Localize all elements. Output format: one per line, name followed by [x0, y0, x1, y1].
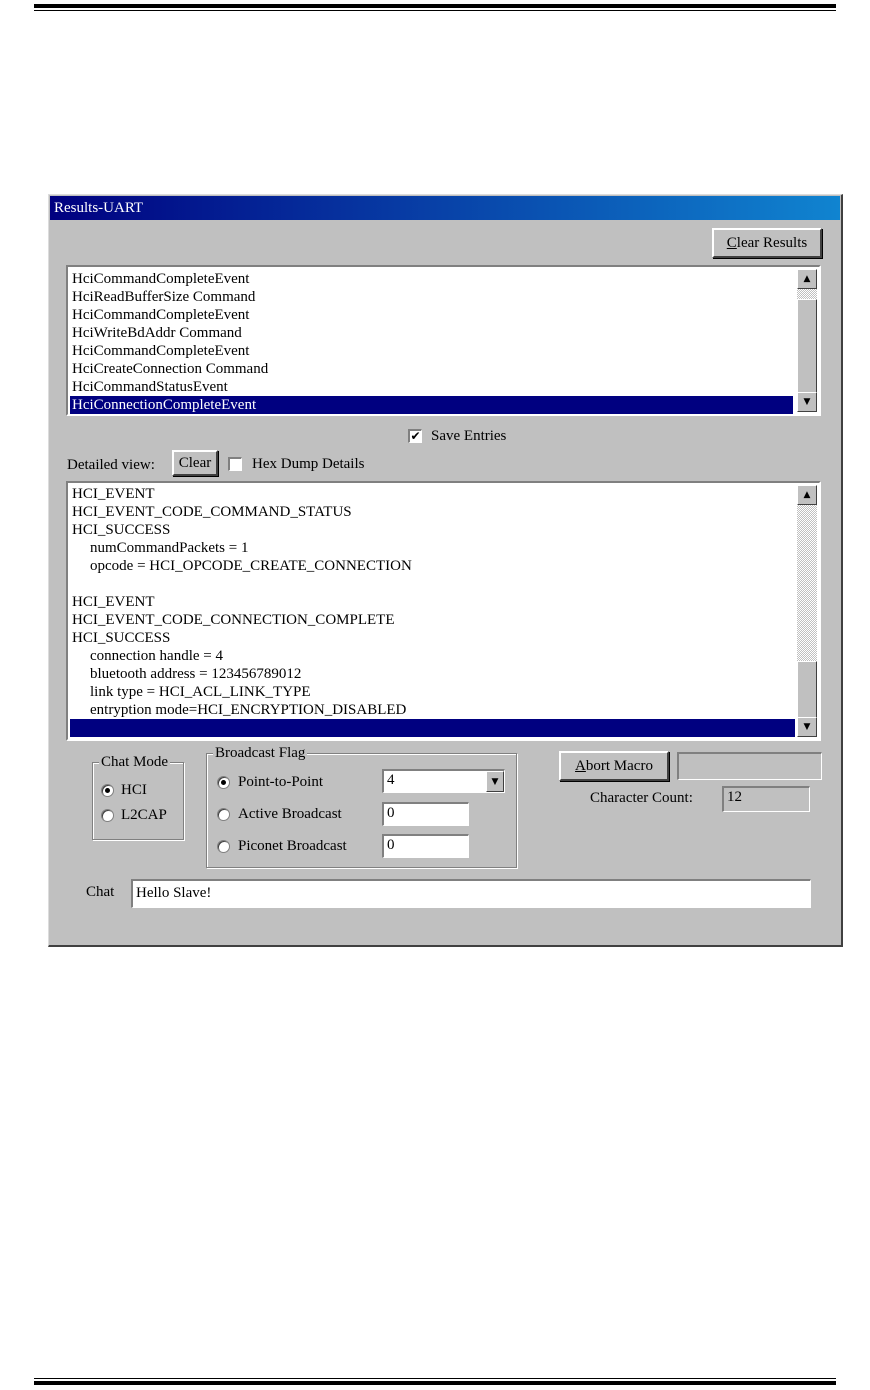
- character-count-label: Character Count:: [590, 790, 693, 806]
- list-item[interactable]: HciCommandCompleteEvent: [72, 343, 250, 359]
- bottom-rule-thick: [34, 1381, 836, 1385]
- window-title: Results-UART: [54, 200, 144, 216]
- scroll-down-icon[interactable]: ▼: [797, 392, 817, 412]
- save-entries-label: Save Entries: [431, 428, 507, 444]
- abort-macro-accel: A: [575, 757, 586, 774]
- list-item[interactable]: HciCreateConnection Command: [72, 361, 269, 377]
- bottom-rule-thin: [34, 1378, 836, 1379]
- list-item[interactable]: HciCommandCompleteEvent: [72, 307, 250, 323]
- window-titlebar[interactable]: [50, 196, 840, 220]
- list-item[interactable]: HciCommandStatusEvent: [72, 379, 228, 395]
- detailed-view-text[interactable]: [66, 481, 821, 741]
- detail-line: opcode = HCI_OPCODE_CREATE_CONNECTION: [90, 558, 412, 574]
- character-count-value: 12: [722, 786, 810, 812]
- abort-macro-status: [677, 752, 822, 780]
- chat-mode-hci-radio[interactable]: [101, 784, 114, 797]
- detail-line: HCI_EVENT: [72, 594, 155, 610]
- detail-line: bluetooth address = 123456789012: [90, 666, 302, 682]
- detail-clear-label: Clear: [178, 454, 212, 471]
- scroll-thumb[interactable]: [797, 299, 817, 396]
- piconet-broadcast-label: Piconet Broadcast: [238, 838, 347, 854]
- scroll-down-icon[interactable]: ▼: [797, 717, 817, 737]
- chat-mode-group: [92, 754, 184, 840]
- active-broadcast-radio[interactable]: [217, 808, 230, 821]
- hex-dump-label: Hex Dump Details: [252, 456, 365, 472]
- active-broadcast-label: Active Broadcast: [238, 806, 342, 822]
- clear-results-label: lear Results: [736, 234, 808, 251]
- clear-results-button[interactable]: [712, 228, 822, 258]
- chat-input[interactable]: Hello Slave!: [131, 879, 811, 908]
- detail-line: [70, 575, 72, 593]
- top-rule-thin: [34, 10, 836, 11]
- abort-macro-button[interactable]: [559, 751, 669, 781]
- detail-line: connection handle = 4: [90, 648, 224, 664]
- detail-line: entryption mode=HCI_ENCRYPTION_DISABLED: [90, 702, 407, 718]
- chat-label: Chat: [86, 884, 115, 900]
- detail-line: HCI_EVENT_CODE_COMMAND_STATUS: [72, 504, 352, 520]
- detail-line: HCI_SUCCESS: [72, 522, 171, 538]
- combo-down-icon[interactable]: ▼: [486, 771, 504, 792]
- list-item-selected[interactable]: HciConnectionCompleteEvent: [70, 396, 793, 414]
- piconet-broadcast-radio[interactable]: [217, 840, 230, 853]
- broadcast-flag-title: Broadcast Flag: [215, 745, 306, 761]
- clear-results-accel: C: [726, 234, 737, 251]
- detail-scrollbar[interactable]: [797, 485, 817, 737]
- detail-line: HCI_SUCCESS: [72, 630, 171, 646]
- chat-mode-title: Chat Mode: [101, 754, 169, 770]
- chat-mode-l2cap-label: L2CAP: [121, 807, 167, 823]
- results-uart-window: [48, 194, 843, 947]
- abort-macro-label: bort Macro: [585, 757, 653, 774]
- results-list[interactable]: [66, 265, 821, 416]
- scroll-up-icon[interactable]: ▲: [797, 485, 817, 505]
- piconet-broadcast-input[interactable]: 0: [382, 834, 469, 858]
- detail-line: HCI_EVENT: [72, 486, 155, 502]
- detailed-view-label: Detailed view:: [67, 457, 155, 473]
- scroll-thumb[interactable]: [797, 661, 817, 719]
- hex-dump-checkbox[interactable]: [228, 457, 242, 471]
- radio-dot: [105, 788, 110, 793]
- list-item[interactable]: HciReadBufferSize Command: [72, 289, 256, 305]
- save-entries-checkbox[interactable]: ✔: [408, 429, 422, 443]
- detail-line: link type = HCI_ACL_LINK_TYPE: [90, 684, 311, 700]
- chat-mode-hci-label: HCI: [121, 782, 147, 798]
- results-scrollbar[interactable]: [797, 269, 817, 412]
- list-item[interactable]: HciWriteBdAddr Command: [72, 325, 242, 341]
- detail-line: HCI_EVENT_CODE_CONNECTION_COMPLETE: [72, 612, 395, 628]
- point-to-point-value: 4: [387, 772, 395, 788]
- point-to-point-label: Point-to-Point: [238, 774, 324, 790]
- point-to-point-combo[interactable]: [382, 769, 505, 793]
- top-rule-thick: [34, 4, 836, 8]
- broadcast-flag-group: [206, 745, 517, 868]
- radio-dot: [221, 780, 226, 785]
- chat-mode-l2cap-radio[interactable]: [101, 809, 114, 822]
- list-item[interactable]: HciCommandCompleteEvent: [72, 271, 250, 287]
- active-broadcast-input[interactable]: 0: [382, 802, 469, 826]
- scroll-up-icon[interactable]: ▲: [797, 269, 817, 289]
- detail-selected-line: [70, 719, 795, 737]
- point-to-point-radio[interactable]: [217, 776, 230, 789]
- detail-line: numCommandPackets = 1: [90, 540, 249, 556]
- detail-clear-button[interactable]: [172, 450, 218, 476]
